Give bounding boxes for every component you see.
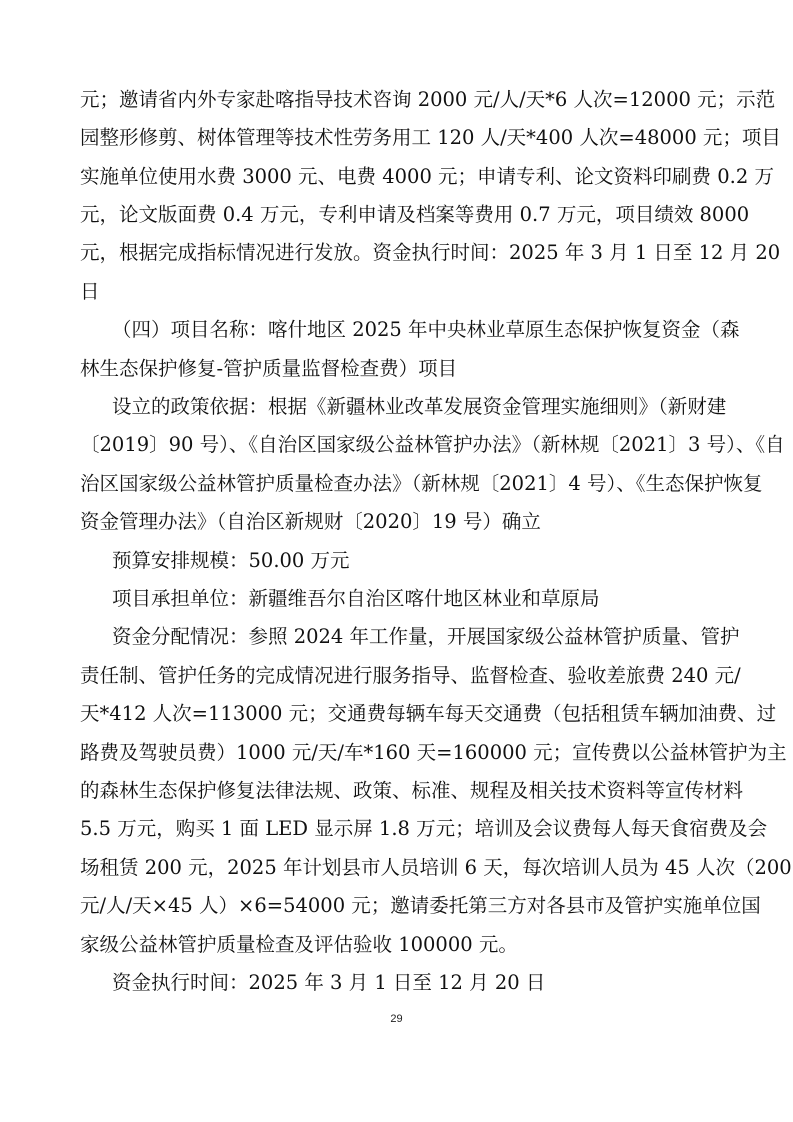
allocation-line-3: 天*412 人次=113000 元；交通费每辆车每天交通费（包括租赁车辆加油费、过 (80, 702, 777, 725)
execution-time-line: 资金执行时间：2025 年 3 月 1 日至 12 月 20 日 (112, 971, 546, 994)
budget-scale-line: 预算安排规模：50.00 万元 (112, 549, 350, 572)
allocation-line-6: 5.5 万元，购买 1 面 LED 显示屏 1.8 万元；培训及会议费每人每天食宿费及会 (80, 817, 768, 840)
allocation-line-8: 元/人/天×45 人）×6=54000 元；邀请委托第三方对各县市及管护实施单位国 (80, 894, 761, 917)
policy-basis-line-3: 治区国家级公益林管护质量检查办法》（新林规〔2021〕4 号）、《生态保护恢复 (80, 472, 763, 495)
text-line-1: 元；邀请省内外专家赴喀指导技术咨询 2000 元/人/天*6 人次=12000 元；示范 (80, 88, 776, 111)
text-line-6: 日 (80, 280, 100, 303)
allocation-line-1: 资金分配情况：参照 2024 年工作量，开展国家级公益林管护质量、管护 (112, 625, 740, 648)
text-line-3: 实施单位使用水费 3000 元、电费 4000 元；申请专利、论文资料印刷费 0.2 万 (80, 165, 774, 188)
policy-basis-line-1: 设立的政策依据：根据《新疆林业改革发展资金管理实施细则》（新财建 (112, 395, 727, 418)
allocation-line-7: 场租赁 200 元，2025 年计划县市人员培训 6 天，每次培训人员为 45 人次（200 (80, 856, 792, 879)
allocation-line-2: 责任制、管护任务的完成情况进行服务指导、监督检查、验收差旅费 240 元/ (80, 664, 741, 687)
section-heading-line-2: 林生态保护修复-管护质量监督检查费）项目 (80, 357, 458, 380)
text-line-4: 元，论文版面费 0.4 万元，专利申请及档案等费用 0.7 万元，项目绩效 8000 (80, 203, 750, 226)
allocation-line-5: 的森林生态保护修复法律法规、政策、标准、规程及相关技术资料等宣传材料 (80, 779, 744, 802)
section-heading-line-1: （四）项目名称：喀什地区 2025 年中央林业草原生态保护恢复资金（森 (112, 318, 740, 341)
responsible-unit-line: 项目承担单位：新疆维吾尔自治区喀什地区林业和草原局 (112, 587, 600, 610)
page-number: 29 (390, 1013, 403, 1025)
text-line-2: 园整形修剪、树体管理等技术性劳务用工 120 人/天*400 人次=48000 元；项目 (80, 126, 781, 149)
policy-basis-line-4: 资金管理办法》（自治区新规财〔2020〕19 号）确立 (80, 510, 541, 533)
text-line-5: 元，根据完成指标情况进行发放。资金执行时间：2025 年 3 月 1 日至 12 月 20 (80, 241, 781, 264)
policy-basis-line-2: 〔2019〕90 号）、《自治区国家级公益林管护办法》（新林规〔2021〕3 号）、《自 (80, 433, 785, 456)
allocation-line-9: 家级公益林管护质量检查及评估验收 100000 元。 (80, 933, 518, 956)
allocation-line-4: 路费及驾驶员费）1000 元/天/车*160 天=160000 元；宣传费以公益林管护为主 (80, 741, 787, 764)
